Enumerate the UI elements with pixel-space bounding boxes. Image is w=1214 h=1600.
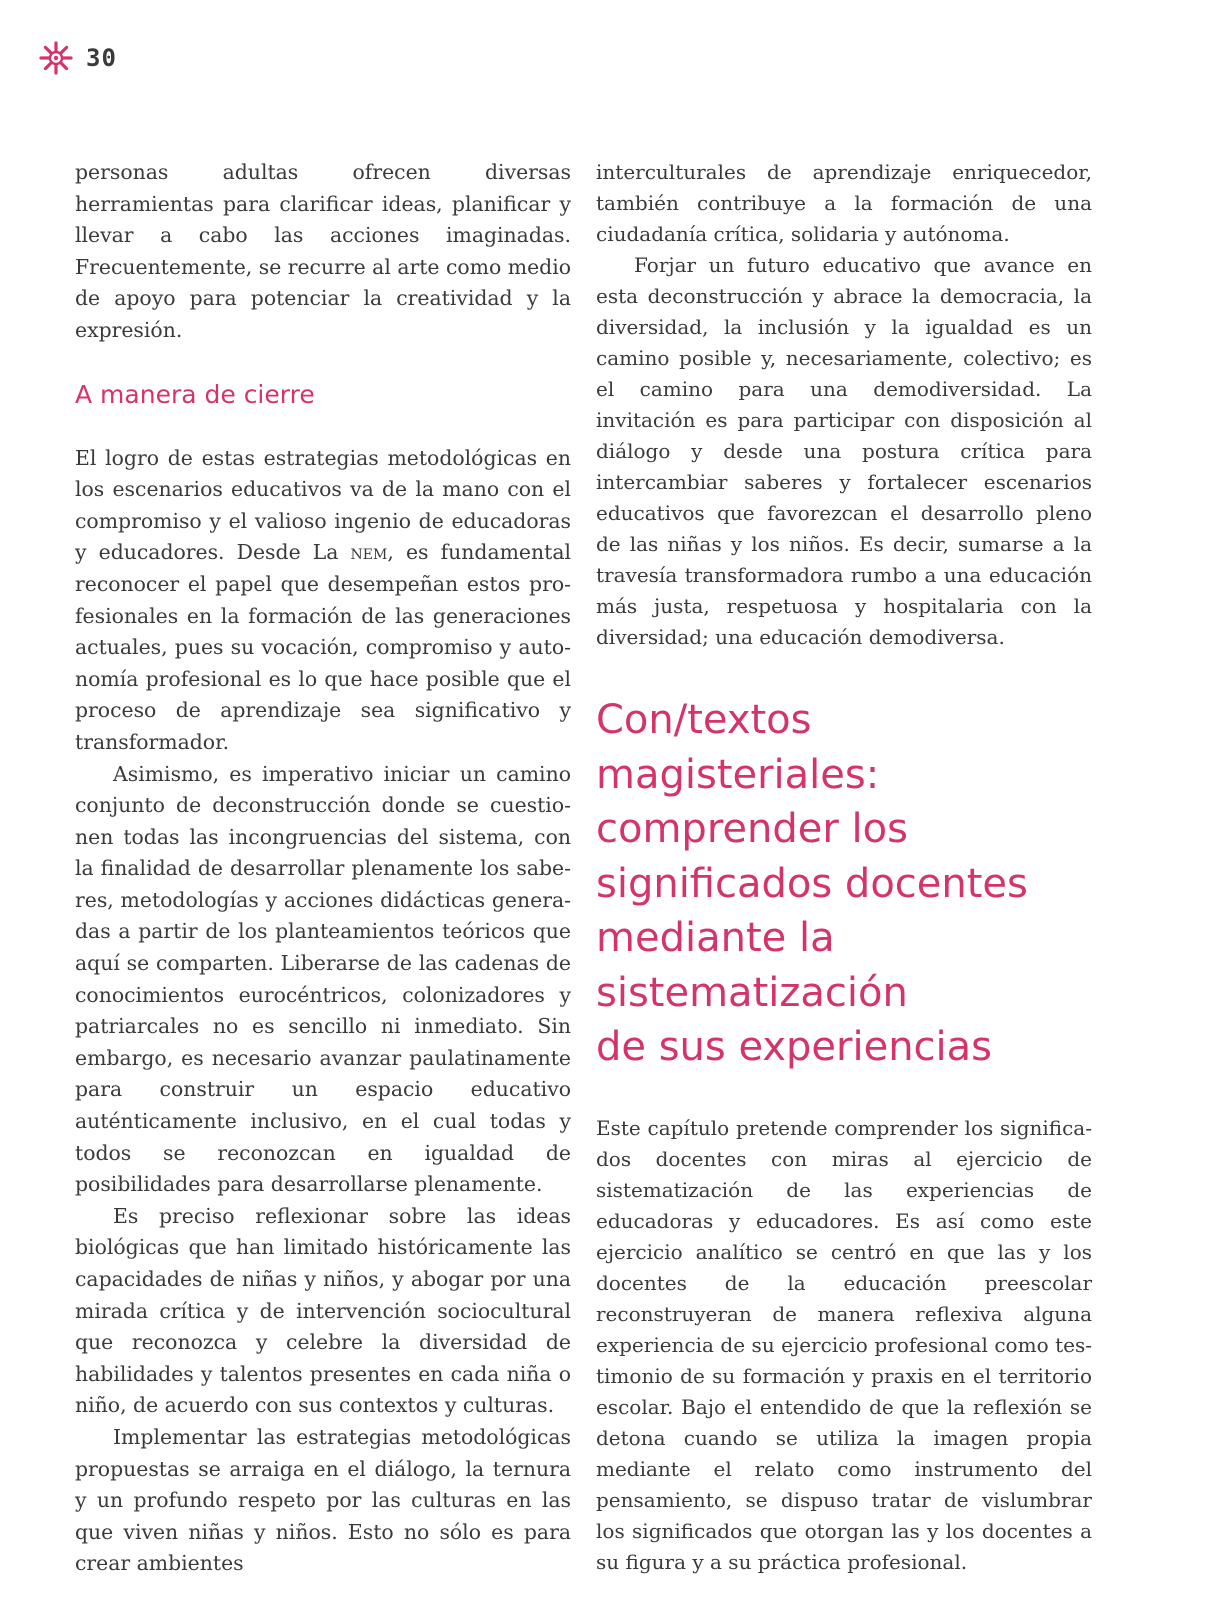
- left-column: [75, 157, 571, 1580]
- paragraph: personas adultas ofrecen diversas herramientas para clarificar ideas, planificar y llevar a cabo las acciones imaginadas. Frecuentemente, se recurre al arte como medio de apoyo para potenciar la creatividad y la expresión.: [75, 160, 572, 342]
- paragraph: [75, 443, 571, 759]
- paragraph-text: , es fundamental reconocer el papel que desempeñan estos profesionales en la formación de las generaciones actuales, pues su vocación, compromiso y autonomía profesional es lo que hace posible que el proceso de aprendizaje sea significativo y transformador.: [75, 540, 572, 754]
- abbreviation-nem: nem: [350, 540, 388, 565]
- paragraph: Este capítulo pretende comprender los significados docentes con miras al ejercicio de sistematización de las experiencias de educadoras y educadores. Es así como este ejercicio analítico se centró en que las y los docentes de la educación preescolar reconstruyeran de manera reflexiva alguna experiencia de su ejercicio profesional como testimonio de su formación y praxis en el territorio escolar. Bajo el entendido de que la reflexión se detona cuando se utiliza la imagen propia mediante el relato como instrumento del pensamiento, se dispuso tratar de vislumbrar los significados que otorgan las y los docentes a su figura y a su práctica profesional.: [596, 1115, 1092, 1574]
- asterisk-flower-icon: [38, 40, 74, 76]
- chapter-title: Con/textos magisteriales: comprender los significados docentes mediante la sistematización de sus experiencias: [596, 697, 1028, 1070]
- paragraph: Es preciso reflexionar sobre las ideas biológicas que han limitado históricamente las capacidades de niñas y niños, y abogar por una mirada crítica y de intervención sociocultural que reconozca y celebre la diversidad de habilidades y talentos presentes en cada niña o niño, de acuerdo con sus contextos y culturas.: [75, 1203, 571, 1418]
- paragraph: Implementar las estrategias metodológicas propuestas se arraiga en el diálogo, la ternura y un profundo respeto por las culturas en las que viven niñas y niños. Esto no sólo es para crear ambientes: [75, 1424, 571, 1576]
- page-header: [38, 40, 117, 76]
- right-column: [596, 157, 1092, 1578]
- paragraph: Forjar un futuro educativo que avance en esta deconstrucción y abrace la democracia, la diversidad, la inclusión y la igualdad es un camino posible y, necesariamente, colectivo; es el camino para una demodiversidad. La invitación es para participar con disposición al diálogo y desde una postura crítica para intercambiar saberes y fortalecer escenarios educativos que favorezcan el desarrollo pleno de las niñas y los niños. Es decir, sumarse a la travesía transformadora rumbo a una educación más justa, respetuosa y hospitalaria con la diversidad; una educación demodiversa.: [596, 253, 1092, 649]
- paragraph-text: El logro de estas estrategias metodológicas en los escenarios educativos va de la mano con el compromiso y el valioso ingenio de educadoras y educadores. Desde La: [75, 445, 571, 565]
- paragraph: interculturales de aprendizaje enriquecedor, también contribuye a la formación de una ciudadanía crítica, solidaria y autónoma.: [596, 160, 1092, 246]
- page-number: 30: [86, 44, 117, 72]
- paragraph: Asimismo, es imperativo iniciar un camino conjunto de deconstrucción donde se cuestionen todas las incongruencias del sistema, con la finalidad de desarrollar plenamente los saberes, metodologías y acciones didácticas generadas a partir de los planteamientos teóricos que aquí se comparten. Liberarse de las cadenas de conocimientos eurocéntricos, colonizadores y patriarcales no es sencillo ni inmediato. Sin embargo, es necesario avanzar paulatinamente para construir un espacio educativo auténticamente inclusivo, en el cual todas y todos se reconozcan en igualdad de posibilidades para desarrollarse plenamente.: [75, 761, 571, 1197]
- section-heading: A manera de cierre: [75, 379, 315, 409]
